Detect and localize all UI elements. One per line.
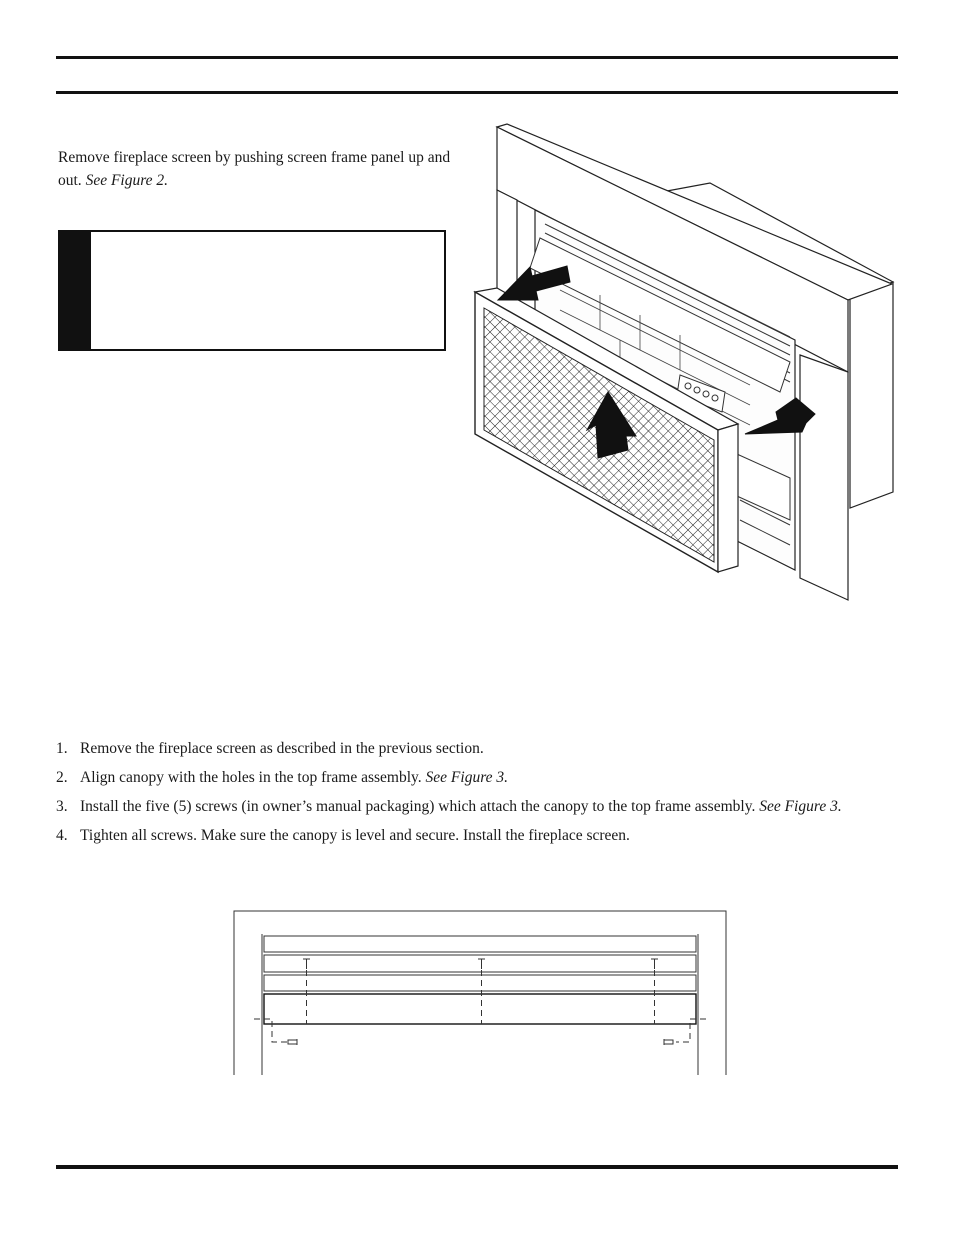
step-item xyxy=(56,825,896,846)
header-rule-bottom xyxy=(56,91,898,94)
step-number: 1. xyxy=(56,740,68,757)
figure-3-canopy-diagram xyxy=(232,908,728,1078)
step-text: Remove the fireplace screen as described in the previous section. xyxy=(80,740,484,757)
canopy-installation-steps xyxy=(56,738,896,854)
warning-bar xyxy=(60,232,91,349)
figure-2-fireplace-illustration xyxy=(460,118,900,608)
footer-rule xyxy=(56,1165,898,1169)
step-figure-ref: See Figure 3. xyxy=(759,798,842,815)
step-number: 2. xyxy=(56,769,68,786)
header-rule-top xyxy=(56,56,898,59)
intro-figure-ref: See Figure 2. xyxy=(85,172,169,189)
step-text: Install the five (5) screws (in owner’s manual packaging) which attach the canopy to the top frame assembly. xyxy=(80,798,756,815)
step-number: 4. xyxy=(56,827,68,844)
intro-text: Remove fireplace screen by pushing screen frame panel up and out. xyxy=(58,149,451,189)
step-item xyxy=(56,796,896,817)
step-number: 3. xyxy=(56,798,68,815)
step-text: Align canopy with the holes in the top frame assembly. xyxy=(80,769,422,786)
step-item xyxy=(56,767,896,788)
warning-box xyxy=(58,230,446,351)
step-text: Tighten all screws. Make sure the canopy is level and secure. Install the fireplace screen. xyxy=(80,827,630,844)
screen-removal-paragraph xyxy=(58,146,468,192)
step-figure-ref: See Figure 3. xyxy=(425,769,509,786)
step-item xyxy=(56,738,896,759)
